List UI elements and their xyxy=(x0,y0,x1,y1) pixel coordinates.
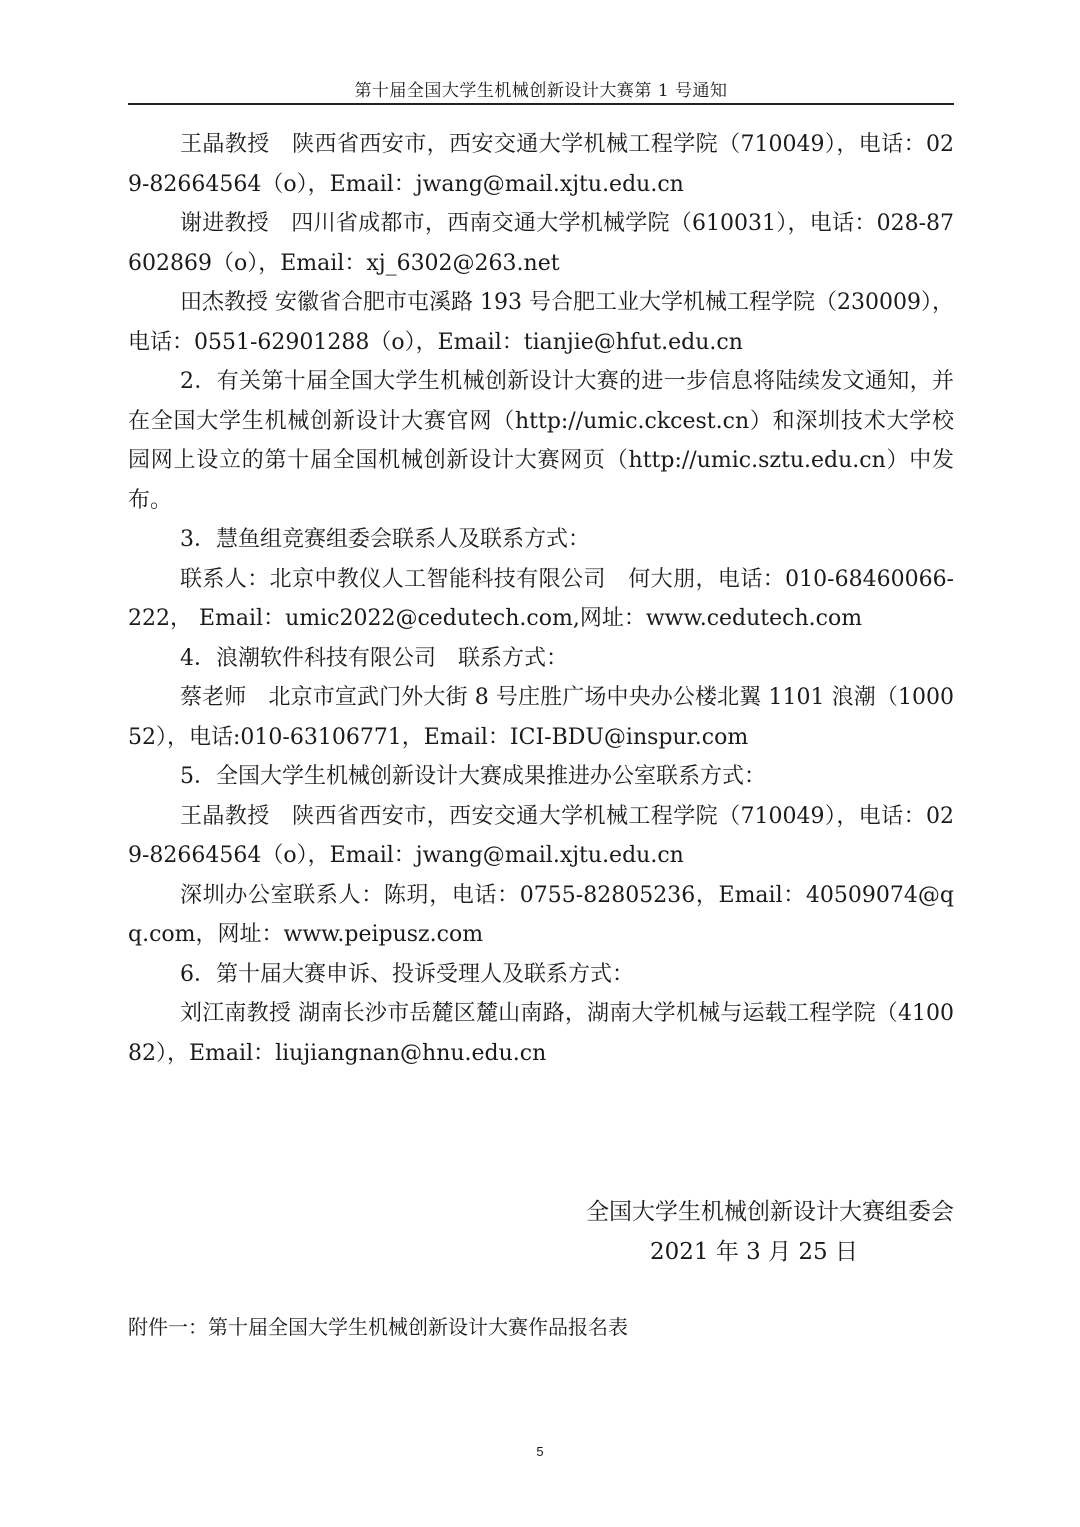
contact-he-dapeng: 联系人：北京中教仪人工智能科技有限公司 何大朋，电话：010-68460066-222， Email：umic2022@cedutech.com,网址：www.cedutech.com xyxy=(128,566,954,631)
contact-cai: 蔡老师 北京市宣武门外大街 8 号庄胜广场中央办公楼北翼 1101 浪潮（100052），电话:010-63106771，Email：ICI-BDU@inspur.com xyxy=(128,685,954,750)
contact-liu-jiangnan: 刘江南教授 湖南长沙市岳麓区麓山南路，湖南大学机械与运载工程学院（410082），Email：liujiangnan@hnu.edu.cn xyxy=(128,1001,954,1066)
signature-organization: 全国大学生机械创新设计大赛组委会 xyxy=(586,1199,954,1225)
contact-wang-jing: 王晶教授 陕西省西安市，西安交通大学机械工程学院（710049），电话：029-82664564（o），Email：jwang@mail.xjtu.edu.cn xyxy=(128,132,954,197)
contact-shenzhen-office: 深圳办公室联系人：陈玥，电话：0755-82805236，Email：40509074@qq.com，网址：www.peipusz.com xyxy=(128,882,954,947)
item-3-heading: 3．慧鱼组竞赛组委会联系人及联系方式： xyxy=(180,527,590,552)
contact-tian-jie: 田杰教授 安徽省合肥市屯溪路 193 号合肥工业大学机械工程学院（230009），电话：0551-62901288（o），Email：tianjie@hfut.edu.cn xyxy=(128,290,954,355)
page-number: 5 xyxy=(536,1444,544,1459)
item-2-info-notice: 2．有关第十届全国大学生机械创新设计大赛的进一步信息将陆续发文通知，并在全国大学生机械创新设计大赛官网（http://umic.ckcest.cn）和深圳技术大学校园网上设立的第十届全国机械创新设计大赛网页（http://umic.sztu.edu.cn）中发布。 xyxy=(128,369,954,513)
attachment-note: 附件一：第十届全国大学生机械创新设计大赛作品报名表 xyxy=(128,1315,628,1339)
document-body xyxy=(128,125,954,1073)
contact-wang-jing-2: 王晶教授 陕西省西安市，西安交通大学机械工程学院（710049），电话：029-82664564（o），Email：jwang@mail.xjtu.edu.cn xyxy=(128,803,954,868)
item-4-heading: 4．浪潮软件科技有限公司 联系方式： xyxy=(180,645,568,671)
item-6-heading: 6．第十届大赛申诉、投诉受理人及联系方式： xyxy=(180,961,634,987)
header-divider xyxy=(128,103,954,105)
page-header-title: 第十届全国大学生机械创新设计大赛第 1 号通知 xyxy=(354,81,728,101)
item-5-heading: 5．全国大学生机械创新设计大赛成果推进办公室联系方式： xyxy=(180,764,766,789)
signature-date: 2021 年 3 月 25 日 xyxy=(650,1239,858,1265)
contact-xie-jin: 谢进教授 四川省成都市，西南交通大学机械学院（610031），电话：028-87602869（o），Email：xj_6302@263.net xyxy=(128,211,954,276)
